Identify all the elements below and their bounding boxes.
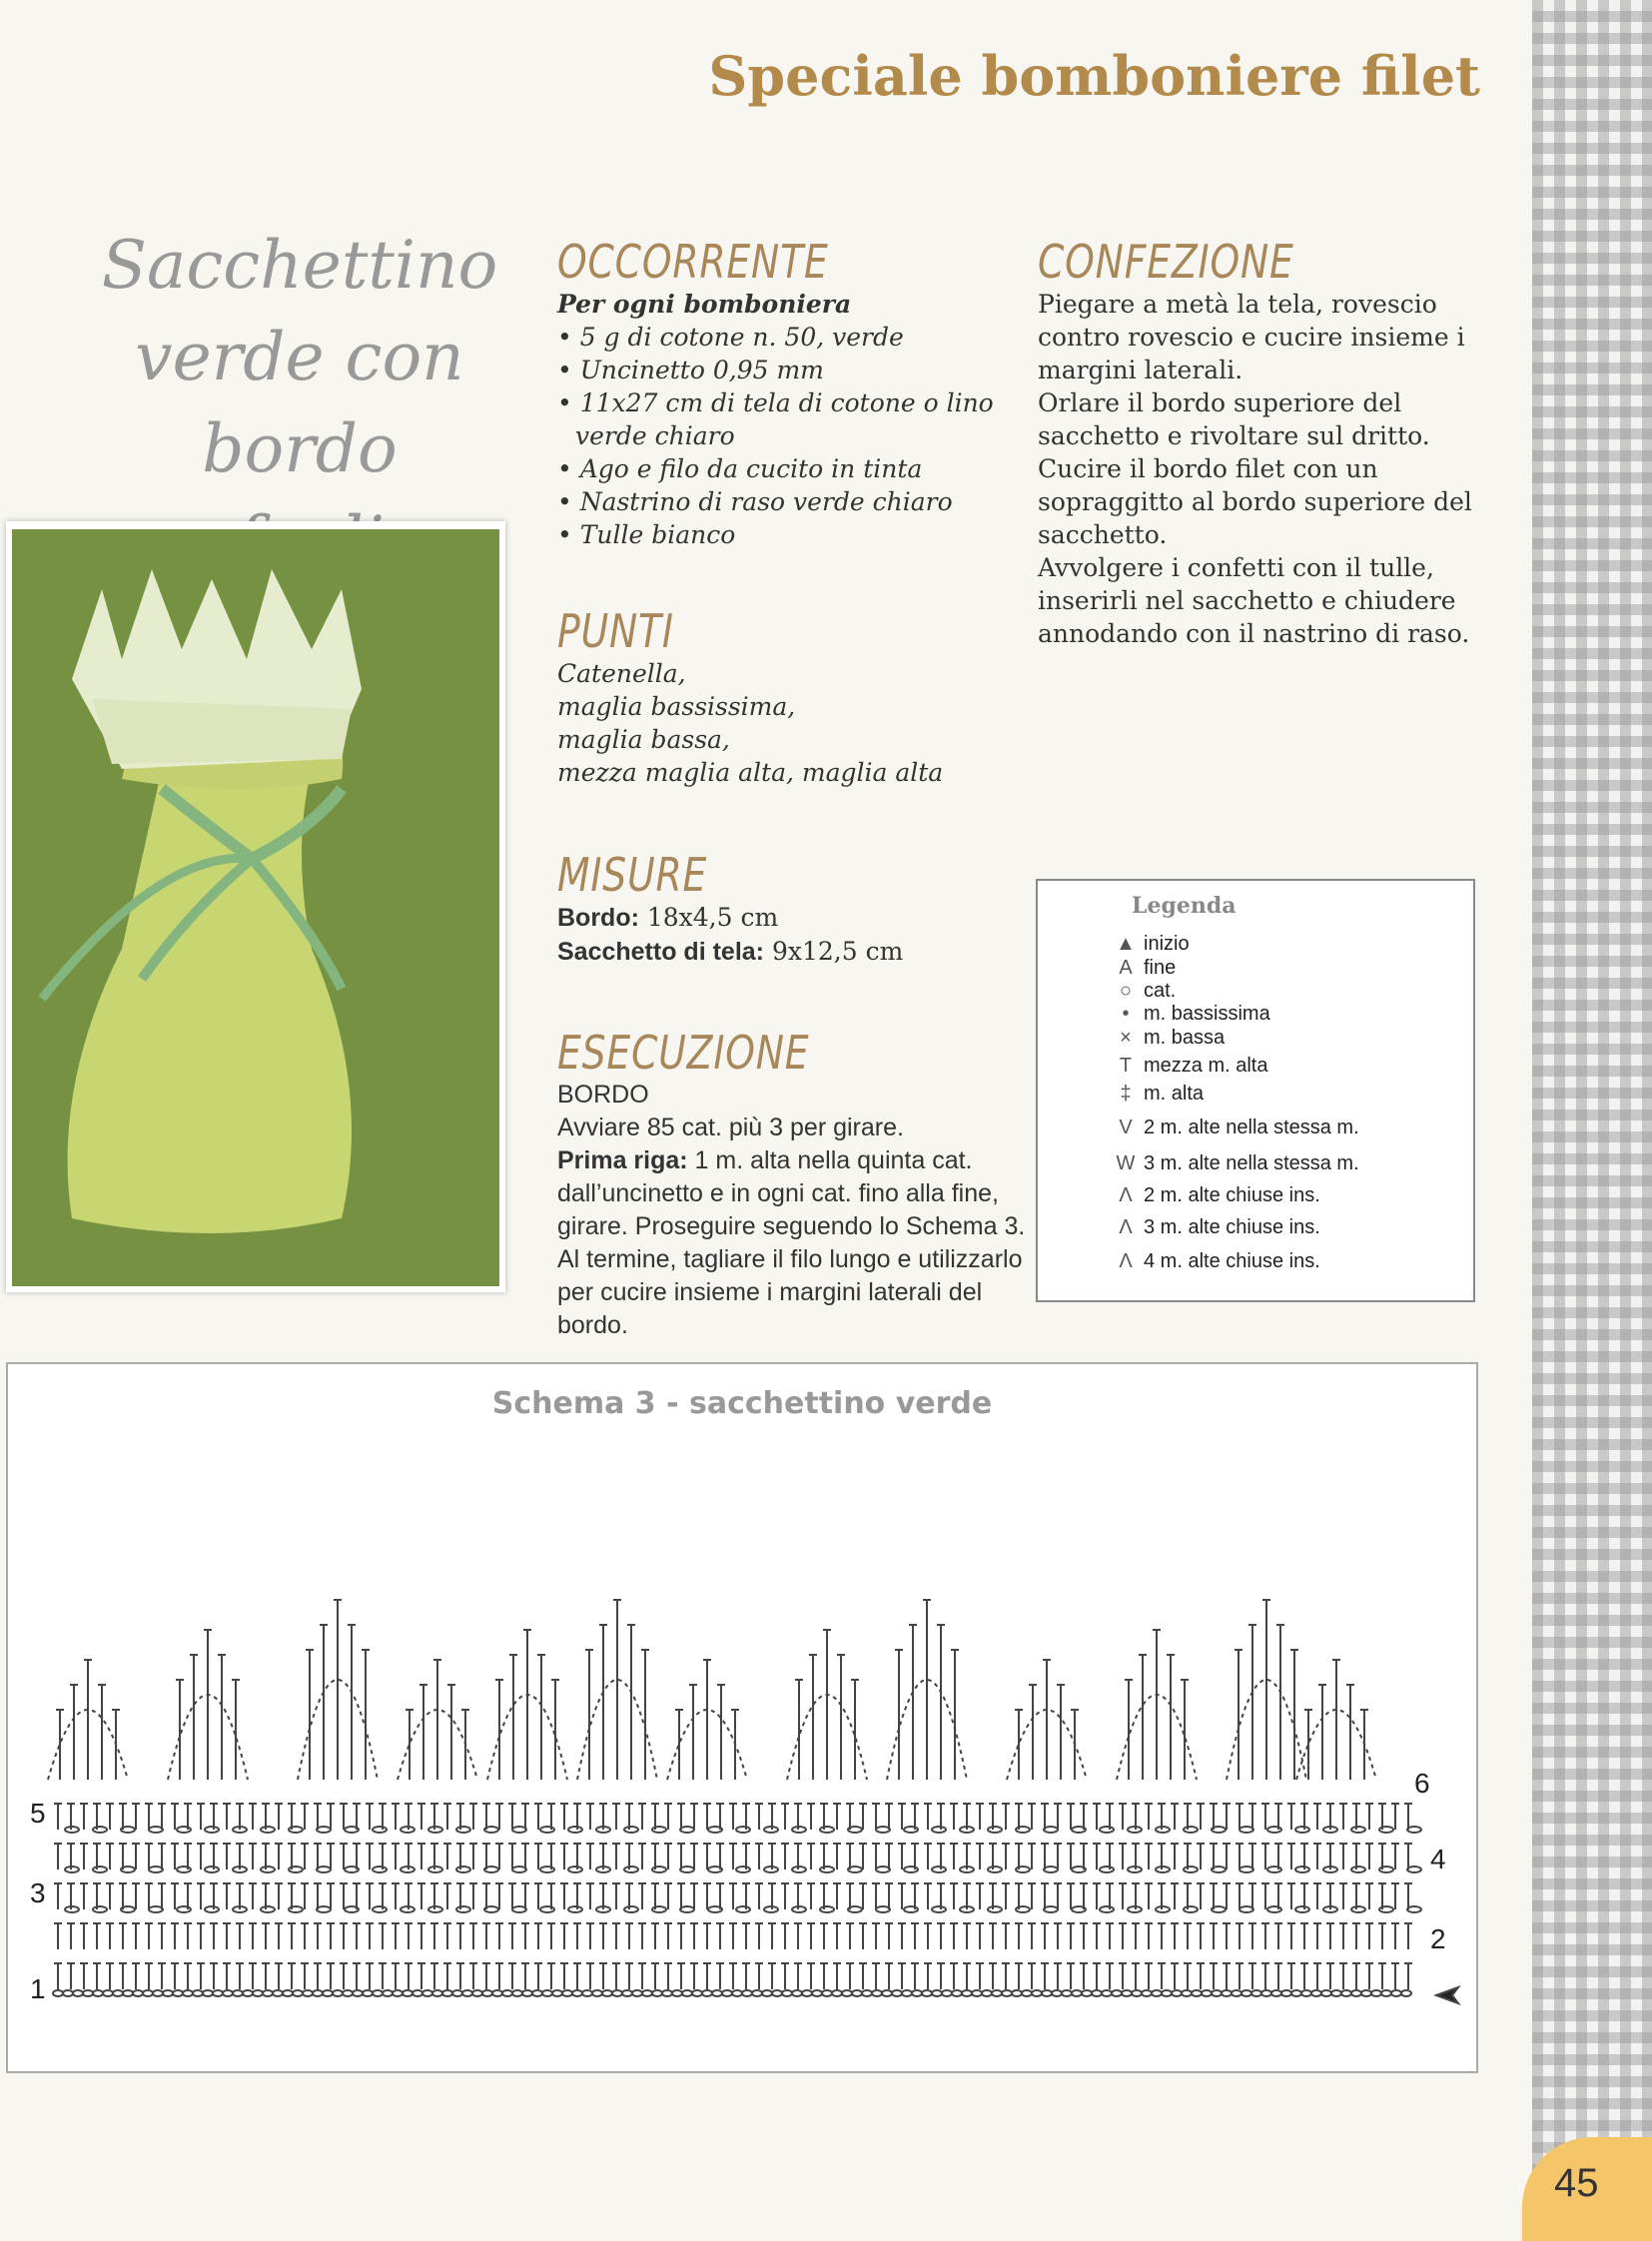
legend-item: Λ 2 m. alte chiuse ins. <box>1108 1184 1320 1207</box>
decrease-3-icon: Λ <box>1119 1216 1133 1238</box>
row-label: 1 <box>30 1973 46 2004</box>
chain-stitch <box>1391 1990 1401 1996</box>
chain-stitch <box>932 1827 946 1833</box>
chain-stitch <box>742 1990 752 1996</box>
chain-stitch <box>876 1906 890 1912</box>
chain-stitch <box>732 1990 742 1996</box>
chain-stitch <box>93 1867 107 1872</box>
single-crochet-icon: × <box>1120 1027 1132 1049</box>
chain-icon: ○ <box>1119 980 1133 1002</box>
chain-stitch <box>1142 1990 1152 1996</box>
chain-stitch <box>1044 1906 1058 1912</box>
chain-stitch <box>1239 1906 1253 1912</box>
chain-stitch <box>1295 1906 1309 1912</box>
decrease-2-icon: Λ <box>1119 1184 1133 1206</box>
chain-stitch <box>1212 1990 1222 1996</box>
punti-line: maglia bassa, <box>557 725 730 754</box>
gingham-border <box>1532 0 1652 2241</box>
start-arrow-icon <box>1436 1987 1458 2003</box>
bag-illustration <box>12 529 499 1286</box>
chain-stitch <box>876 1827 890 1833</box>
chain-stitch <box>93 1990 103 1996</box>
chain-stitch <box>1271 1990 1281 1996</box>
chain-stitch <box>393 1990 403 1996</box>
legend-item: ▲ inizio <box>1108 933 1190 956</box>
chain-stitch <box>992 1990 1002 1996</box>
product-photo <box>6 521 505 1292</box>
chain-stitch <box>872 1990 882 1996</box>
chain-stitch <box>552 1990 562 1996</box>
chain-stitch <box>432 1990 442 1996</box>
esecuzione-heading: ESECUZIONE <box>557 1026 810 1080</box>
chain-stitch <box>133 1990 143 1996</box>
chain-stitch <box>482 1990 492 1996</box>
chain-stitch <box>876 1867 890 1872</box>
chain-stitch <box>972 1990 982 1996</box>
chain-stitch <box>820 1906 834 1912</box>
legend-item: ○ cat. <box>1108 980 1176 1003</box>
chain-stitch <box>988 1827 1002 1833</box>
chain-stitch <box>642 1990 652 1996</box>
chain-stitch <box>1239 1827 1253 1833</box>
chain-stitch <box>680 1906 694 1912</box>
chain-stitch <box>143 1990 153 1996</box>
prima-riga-text: 1 m. alta nella quinta cat. dall’uncinetto e in ogni cat. fino alla fine, girare. Proseguire seguendo lo Schema 3. Al termine, tagliare il filo lungo e utilizzarlo per cucire insieme i margini laterali del bordo. <box>557 1146 1026 1339</box>
chain-stitch <box>183 1990 193 1996</box>
chain-stitch <box>1401 1990 1411 1996</box>
chain-stitch <box>922 1990 932 1996</box>
chain-stitch <box>456 1827 470 1833</box>
chain-stitch <box>1341 1990 1351 1996</box>
chain-stitch <box>1295 1827 1309 1833</box>
chain-stitch <box>193 1990 203 1996</box>
chain-stitch <box>952 1990 962 1996</box>
chain-stitch <box>762 1990 772 1996</box>
list-item: • 11x27 cm di tela di cotone o lino verde chiaro <box>557 388 994 450</box>
chain-stitch <box>782 1990 792 1996</box>
row-label: 4 <box>1430 1844 1446 1874</box>
chain-stitch <box>572 1990 582 1996</box>
legend-item: Λ 3 m. alte chiuse ins. <box>1108 1216 1320 1239</box>
increase-3-icon: W <box>1116 1152 1136 1174</box>
legend-item: A fine <box>1108 957 1176 980</box>
chain-stitch <box>862 1990 872 1996</box>
misure-bordo-label: Bordo: <box>557 904 639 932</box>
chain-stitch <box>1192 1990 1202 1996</box>
chain-stitch <box>988 1906 1002 1912</box>
chain-stitch <box>892 1990 902 1996</box>
confezione-column <box>1038 236 1487 650</box>
chain-stitch <box>752 1990 762 1996</box>
chain-stitch <box>712 1990 722 1996</box>
prima-riga-label: Prima riga: <box>557 1146 688 1174</box>
list-item: • Ago e filo da cucito in tinta <box>557 454 923 483</box>
chain-stitch <box>502 1990 512 1996</box>
chain-stitch <box>93 1827 107 1833</box>
chain-stitch <box>962 1990 972 1996</box>
legend-box <box>1036 879 1475 1302</box>
chain-stitch <box>1082 1990 1092 1996</box>
chain-stitch <box>1222 1990 1232 1996</box>
chain-stitch <box>1062 1990 1072 1996</box>
chain-stitch <box>472 1990 482 1996</box>
chain-stitch <box>456 1867 470 1872</box>
chain-stitch <box>912 1990 922 1996</box>
chain-stitch <box>1102 1990 1112 1996</box>
chain-stitch <box>1261 1990 1271 1996</box>
decrease-4-icon: Λ <box>1119 1250 1133 1272</box>
list-item: • Uncinetto 0,95 mm <box>557 356 824 384</box>
chain-stitch <box>452 1990 462 1996</box>
chain-stitch <box>1311 1990 1321 1996</box>
chain-stitch <box>1132 1990 1142 1996</box>
chain-stitch <box>323 1990 333 1996</box>
chain-stitch <box>363 1990 373 1996</box>
chain-stitch <box>592 1990 602 1996</box>
chain-stitch <box>624 1906 638 1912</box>
chain-stitch <box>942 1990 952 1996</box>
chain-stitch <box>1202 1990 1212 1996</box>
chain-stitch <box>512 1906 526 1912</box>
list-item: • 5 g di cotone n. 50, verde <box>557 323 904 352</box>
chain-stitch <box>456 1906 470 1912</box>
chain-stitch <box>852 1990 862 1996</box>
chain-stitch <box>792 1990 802 1996</box>
row-label: 6 <box>1414 1768 1430 1799</box>
end-icon: A <box>1119 957 1133 979</box>
chain-stitch <box>982 1990 992 1996</box>
chain-stitch <box>1232 1990 1241 1996</box>
occorrente-intro: Per ogni bomboniera <box>557 290 852 319</box>
chain-stitch <box>562 1990 572 1996</box>
chain-stitch <box>149 1906 163 1912</box>
chain-stitch <box>1044 1827 1058 1833</box>
half-double-icon: T <box>1119 1055 1133 1077</box>
chain-stitch <box>568 1867 582 1872</box>
chain-stitch <box>542 1990 552 1996</box>
punti-line: maglia bassissima, <box>557 692 796 721</box>
esecuzione-prima-riga <box>557 1144 1027 1342</box>
chain-stitch <box>1012 1990 1022 1996</box>
chain-stitch <box>313 1990 323 1996</box>
chain-stitch <box>1072 1990 1082 1996</box>
misure-sacchetto <box>557 935 1027 969</box>
chain-stitch <box>373 1990 383 1996</box>
chain-stitch <box>422 1990 432 1996</box>
misure-heading: MISURE <box>557 848 708 902</box>
confezione-heading: CONFEZIONE <box>1038 235 1294 289</box>
chain-stitch <box>812 1990 822 1996</box>
chain-stitch <box>736 1906 750 1912</box>
chain-stitch <box>233 1990 243 1996</box>
crochet-schema <box>6 1362 1478 2073</box>
chain-stitch <box>1052 1990 1062 1996</box>
row-label: 2 <box>1430 1923 1446 1954</box>
confezione-paragraph: Piegare a metà la tela, rovescio contro rovescio e cucire insieme i margini laterali. <box>1038 290 1465 384</box>
legend-item: × m. bassa <box>1108 1027 1225 1050</box>
misure-sacchetto-value: 9x12,5 cm <box>764 937 904 966</box>
chain-stitch <box>263 1990 273 1996</box>
chain-stitch <box>1351 1906 1365 1912</box>
chain-stitch <box>462 1990 472 1996</box>
chain-stitch <box>1407 1867 1421 1872</box>
chain-stitch <box>672 1990 682 1996</box>
chain-stitch <box>1291 1990 1301 1996</box>
confezione-paragraph: Orlare il bordo superiore del sacchetto e rivoltare sul dritto. <box>1038 388 1430 450</box>
chain-stitch <box>83 1990 93 1996</box>
legend-item: W 3 m. alte nella stessa m. <box>1108 1152 1359 1175</box>
chain-stitch <box>612 1990 622 1996</box>
chain-stitch <box>333 1990 343 1996</box>
chain-stitch <box>1092 1990 1102 1996</box>
chain-stitch <box>353 1990 363 1996</box>
chain-stitch <box>293 1990 303 1996</box>
crochet-chart <box>8 1364 1476 2071</box>
chain-stitch <box>1351 1827 1365 1833</box>
punti-line: Catenella, <box>557 659 686 688</box>
row-label: 3 <box>30 1877 46 1908</box>
chain-stitch <box>261 1906 275 1912</box>
chain-stitch <box>1112 1990 1122 1996</box>
legend-item: V 2 m. alte nella stessa m. <box>1108 1117 1359 1139</box>
chain-stitch <box>303 1990 313 1996</box>
chain-stitch <box>1407 1827 1421 1833</box>
chain-stitch <box>373 1906 387 1912</box>
chain-stitch <box>1251 1990 1261 1996</box>
chain-stitch <box>149 1827 163 1833</box>
chain-stitch <box>149 1867 163 1872</box>
chain-stitch <box>253 1990 263 1996</box>
chain-stitch <box>53 1990 63 1996</box>
chain-stitch <box>512 1990 522 1996</box>
chain-stitch <box>902 1990 912 1996</box>
chain-stitch <box>1162 1990 1172 1996</box>
chain-stitch <box>662 1990 672 1996</box>
chain-stitch <box>203 1990 213 1996</box>
chain-stitch <box>1351 1867 1365 1872</box>
instructions-column <box>557 236 1027 1342</box>
chain-stitch <box>1002 1990 1012 1996</box>
occorrente-heading: OCCORRENTE <box>557 235 829 289</box>
chain-stitch <box>932 1990 942 1996</box>
list-item: • Nastrino di raso verde chiaro <box>557 487 953 516</box>
chain-stitch <box>373 1867 387 1872</box>
chain-stitch <box>702 1990 712 1996</box>
misure-bordo-value: 18x4,5 cm <box>638 903 779 932</box>
chain-stitch <box>123 1990 133 1996</box>
chain-stitch <box>173 1990 183 1996</box>
chain-stitch <box>532 1990 542 1996</box>
project-title-line: Sacchettino <box>101 227 498 304</box>
chain-stitch <box>113 1990 123 1996</box>
chain-stitch <box>1407 1906 1421 1912</box>
chain-stitch <box>1100 1827 1114 1833</box>
chain-stitch <box>736 1827 750 1833</box>
chain-stitch <box>93 1906 107 1912</box>
chain-stitch <box>842 1990 852 1996</box>
chain-stitch <box>1100 1906 1114 1912</box>
chain-stitch <box>1371 1990 1381 1996</box>
misure-sacchetto-label: Sacchetto di tela: <box>557 938 764 966</box>
chain-stitch <box>261 1827 275 1833</box>
chain-stitch <box>1281 1990 1291 1996</box>
chain-stitch <box>442 1990 452 1996</box>
chain-stitch <box>283 1990 293 1996</box>
confezione-paragraph: Avvolgere i confetti con il tulle, inserirli nel sacchetto e chiudere annodando con il nastrino di raso. <box>1038 553 1470 648</box>
legend-item: T mezza m. alta <box>1108 1055 1267 1078</box>
chain-stitch <box>1172 1990 1182 1996</box>
chain-stitch <box>512 1867 526 1872</box>
chain-stitch <box>932 1906 946 1912</box>
punti-heading: PUNTI <box>557 604 674 658</box>
start-icon: ▲ <box>1116 933 1136 955</box>
chain-stitch <box>1184 1906 1198 1912</box>
chain-stitch <box>373 1827 387 1833</box>
double-crochet-icon: ‡ <box>1120 1083 1132 1105</box>
chain-stitch <box>652 1990 662 1996</box>
chain-stitch <box>932 1867 946 1872</box>
chain-stitch <box>343 1990 353 1996</box>
chain-stitch <box>163 1990 173 1996</box>
chain-stitch <box>1182 1990 1192 1996</box>
esecuzione-subheading: BORDO <box>557 1081 649 1109</box>
chain-stitch <box>1351 1990 1361 1996</box>
chain-stitch <box>1100 1867 1114 1872</box>
chain-stitch <box>103 1990 113 1996</box>
chain-stitch <box>243 1990 253 1996</box>
project-title-line: verde con bordo <box>135 319 464 487</box>
legend-item: ‡ m. alta <box>1108 1083 1204 1106</box>
schema-title: Schema 3 - sacchettino verde <box>491 1386 993 1421</box>
chain-stitch <box>736 1867 750 1872</box>
legend-title: Legenda <box>1132 893 1237 919</box>
chain-stitch <box>1381 1990 1391 1996</box>
chain-stitch <box>261 1867 275 1872</box>
chain-stitch <box>582 1990 592 1996</box>
chain-stitch <box>1301 1990 1311 1996</box>
chain-stitch <box>632 1990 642 1996</box>
chain-stitch <box>413 1990 422 1996</box>
chain-stitch <box>1241 1990 1251 1996</box>
chain-stitch <box>568 1906 582 1912</box>
chain-stitch <box>1042 1990 1052 1996</box>
chain-stitch <box>1295 1867 1309 1872</box>
chain-stitch <box>802 1990 812 1996</box>
chain-stitch <box>1022 1990 1032 1996</box>
materials-list <box>557 321 1027 551</box>
chain-stitch <box>153 1990 163 1996</box>
chain-stitch <box>820 1827 834 1833</box>
chain-stitch <box>1122 1990 1132 1996</box>
chain-stitch <box>1331 1990 1341 1996</box>
chain-stitch <box>624 1867 638 1872</box>
chain-stitch <box>682 1990 692 1996</box>
chain-stitch <box>1184 1827 1198 1833</box>
chain-stitch <box>1321 1990 1331 1996</box>
chain-stitch <box>317 1827 331 1833</box>
chain-stitch <box>213 1990 223 1996</box>
chain-stitch <box>492 1990 502 1996</box>
chain-stitch <box>680 1827 694 1833</box>
chain-stitch <box>403 1990 413 1996</box>
chain-stitch <box>205 1906 219 1912</box>
chain-stitch <box>1032 1990 1042 1996</box>
legend-item: Λ 4 m. alte chiuse ins. <box>1108 1250 1320 1273</box>
punti-line: mezza maglia alta, maglia alta <box>557 758 944 787</box>
legend-item: • m. bassissima <box>1108 1003 1270 1026</box>
chain-stitch <box>1044 1867 1058 1872</box>
chain-stitch <box>205 1827 219 1833</box>
slip-stitch-icon: • <box>1122 1003 1130 1025</box>
chain-stitch <box>223 1990 233 1996</box>
chain-stitch <box>1152 1990 1162 1996</box>
chain-stitch <box>882 1990 892 1996</box>
chain-stitch <box>822 1990 832 1996</box>
chain-stitch <box>317 1867 331 1872</box>
chain-stitch <box>512 1827 526 1833</box>
chain-stitch <box>383 1990 393 1996</box>
chain-stitch <box>622 1990 632 1996</box>
misure-bordo <box>557 901 1027 935</box>
chain-stitch <box>692 1990 702 1996</box>
chain-stitch <box>1239 1867 1253 1872</box>
chain-stitch <box>624 1827 638 1833</box>
chain-stitch <box>273 1990 283 1996</box>
chain-stitch <box>568 1827 582 1833</box>
chain-stitch <box>317 1906 331 1912</box>
list-item: • Tulle bianco <box>557 520 736 549</box>
chain-stitch <box>522 1990 532 1996</box>
chain-stitch <box>832 1990 842 1996</box>
chain-stitch <box>205 1867 219 1872</box>
page-number: 45 <box>1554 2161 1599 2205</box>
chain-stitch <box>1361 1990 1371 1996</box>
chain-stitch <box>680 1867 694 1872</box>
chain-stitch <box>772 1990 782 1996</box>
row-label: 5 <box>30 1798 46 1829</box>
chain-stitch <box>63 1990 73 1996</box>
confezione-paragraph: Cucire il bordo filet con un sopraggitto al bordo superiore del sacchetto. <box>1038 454 1472 549</box>
chain-stitch <box>602 1990 612 1996</box>
chain-stitch <box>820 1867 834 1872</box>
esecuzione-line: Avviare 85 cat. più 3 per girare. <box>557 1114 904 1141</box>
chain-stitch <box>1184 1867 1198 1872</box>
page-header-title: Speciale bomboniere filet <box>708 44 1480 108</box>
increase-2-icon: V <box>1119 1117 1133 1138</box>
chain-stitch <box>988 1867 1002 1872</box>
chain-stitch <box>73 1990 83 1996</box>
chain-stitch <box>722 1990 732 1996</box>
